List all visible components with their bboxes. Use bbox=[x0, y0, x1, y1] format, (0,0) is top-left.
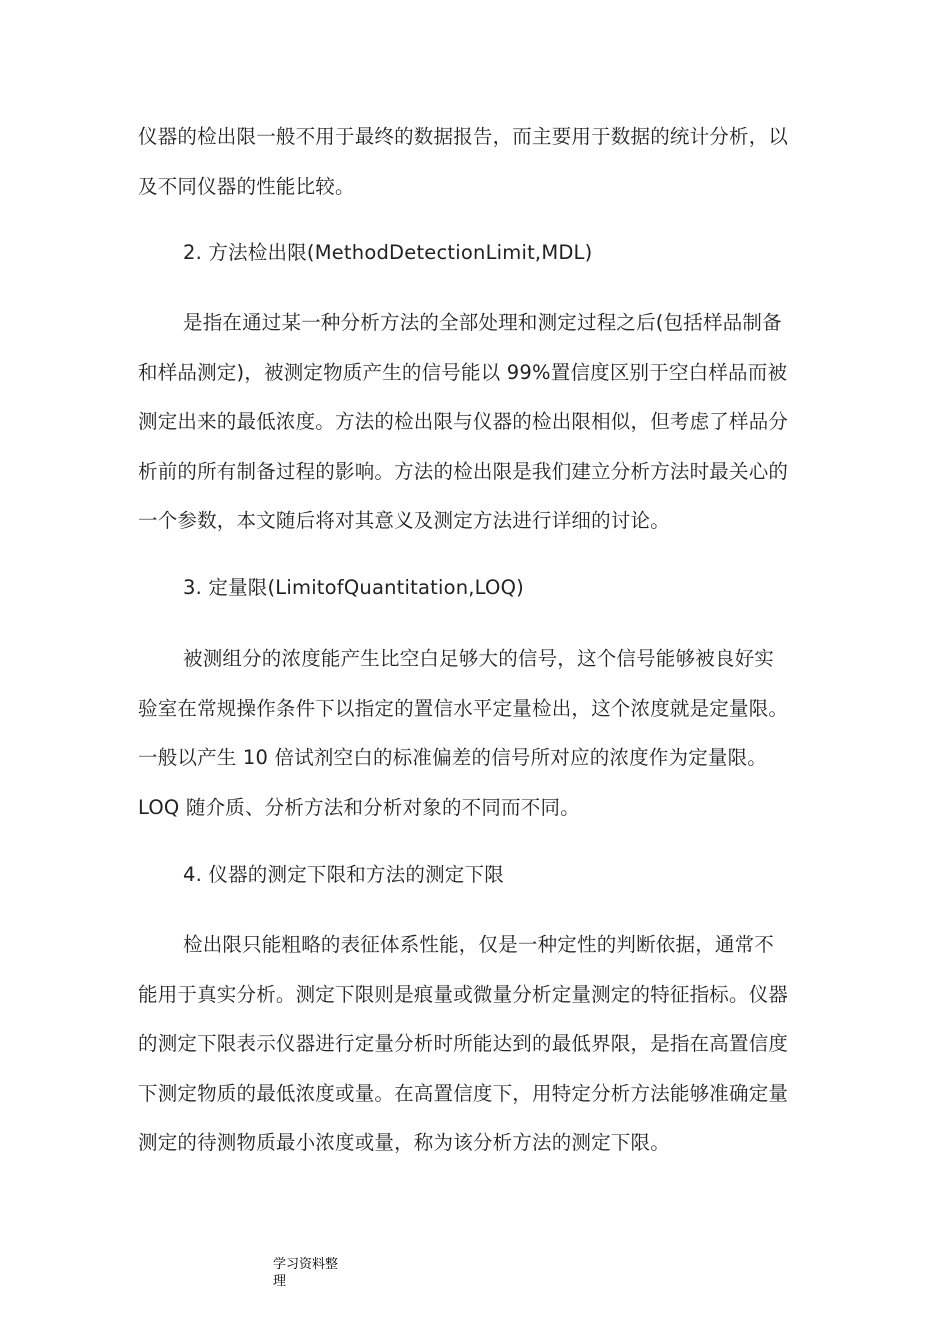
text-line: 测定的待测物质最小浓度或量，称为该分析方法的测定下限。 bbox=[138, 1131, 670, 1154]
footer-line: 学习资料整 bbox=[273, 1257, 339, 1272]
text-line: 验室在常规操作条件下以指定的置信水平定量检出，这个浓度就是定量限。 bbox=[138, 697, 789, 720]
text-line: 及不同仪器的性能比较。 bbox=[138, 175, 355, 198]
text-line: 被测组分的浓度能产生比空白足够大的信号，这个信号能够被良好实 bbox=[183, 647, 775, 670]
text-line: 的测定下限表示仪器进行定量分析时所能达到的最低界限，是指在高置信度 bbox=[138, 1032, 789, 1055]
section-heading: 2. 方法检出限(MethodDetectionLimit,MDL) bbox=[183, 241, 593, 264]
text-line: 析前的所有制备过程的影响。方法的检出限是我们建立分析方法时最关心的 bbox=[138, 460, 789, 483]
text-line: 是指在通过某一种分析方法的全部处理和测定过程之后(包括样品制备 bbox=[183, 311, 782, 334]
text-line: 检出限只能粗略的表征体系性能，仅是一种定性的判断依据，通常不 bbox=[183, 933, 775, 956]
text-line: 仪器的检出限一般不用于最终的数据报告，而主要用于数据的统计分析，以 bbox=[138, 125, 789, 148]
text-line: 和样品测定)，被测定物质产生的信号能以 99%置信度区别于空白样品而被 bbox=[138, 361, 788, 384]
page-footer bbox=[273, 1256, 353, 1290]
text-line: 下测定物质的最低浓度或量。在高置信度下，用特定分析方法能够准确定量 bbox=[138, 1082, 789, 1105]
text-line: 测定出来的最低浓度。方法的检出限与仪器的检出限相似，但考虑了样品分 bbox=[138, 410, 789, 433]
section-heading: 3. 定量限(LimitofQuantitation,LOQ) bbox=[183, 576, 524, 599]
text-line: 一个参数，本文随后将对其意义及测定方法进行详细的讨论。 bbox=[138, 509, 670, 532]
text-line: LOQ 随介质、分析方法和分析对象的不同而不同。 bbox=[138, 796, 580, 819]
text-line: 一般以产生 10 倍试剂空白的标准偏差的信号所对应的浓度作为定量限。 bbox=[138, 746, 768, 769]
section-heading: 4. 仪器的测定下限和方法的测定下限 bbox=[183, 863, 504, 886]
footer-line: 理 bbox=[273, 1274, 287, 1289]
text-line: 能用于真实分析。测定下限则是痕量或微量分析定量测定的特征指标。仪器 bbox=[138, 983, 789, 1006]
